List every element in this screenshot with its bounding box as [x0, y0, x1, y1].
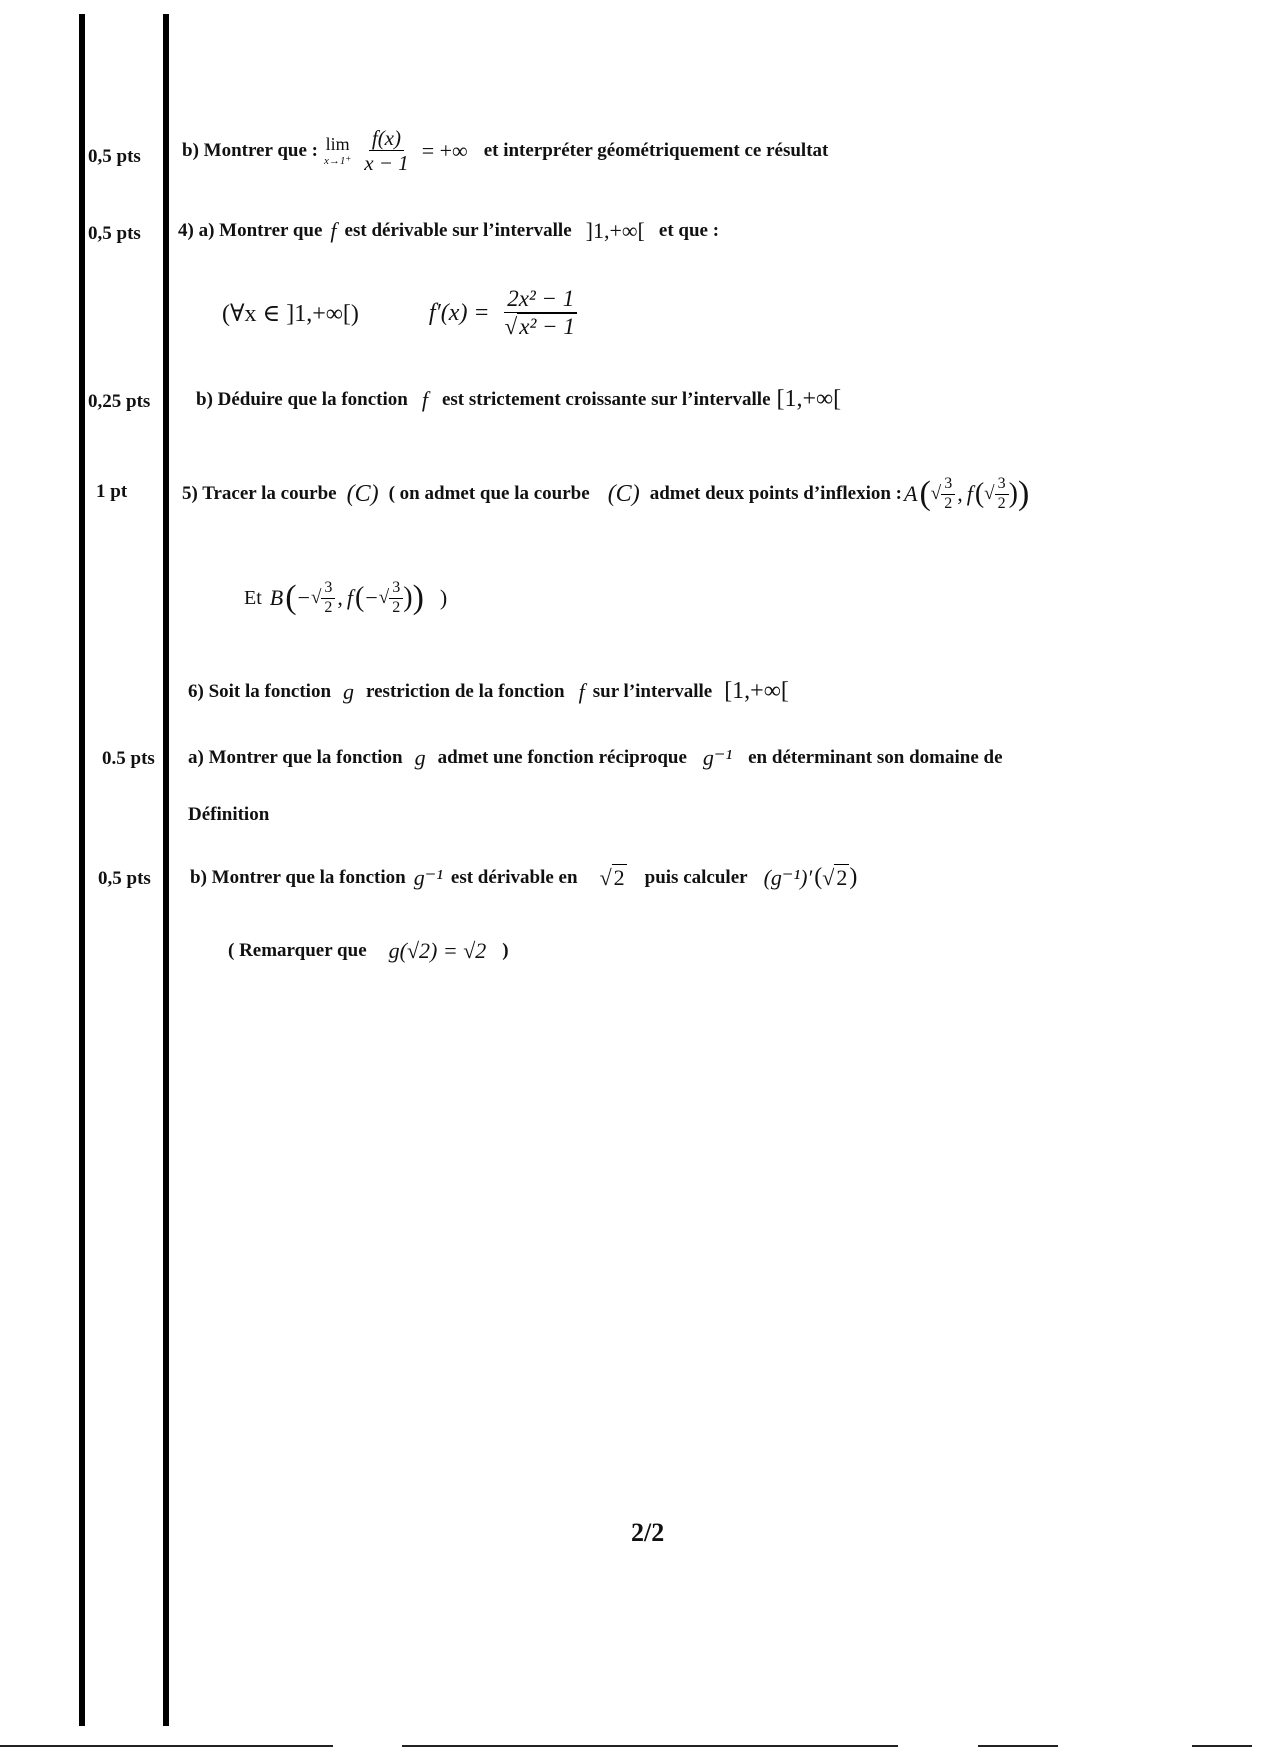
point-a-y-num: 3 — [995, 475, 1009, 494]
q4a-interval: ]1,+∞[ — [585, 218, 645, 243]
limit-label: lim — [325, 133, 350, 154]
q6a-text-c: en déterminant son domaine de — [748, 747, 1003, 768]
q6b-sqrt-arg: 2 — [613, 865, 625, 890]
bottom-rule-3 — [978, 1745, 1058, 1747]
point-b-y-den: 2 — [392, 598, 401, 616]
point-b-x-num: 3 — [321, 579, 335, 598]
q6-f: f — [578, 678, 585, 704]
question-6b: b) Montrer que la fonction g⁻¹ est dérivable en √ 2 puis calculer (g⁻¹)′ ( √ 2 ) — [190, 864, 858, 890]
bottom-rule-4 — [1192, 1745, 1252, 1747]
q4a-text-a: 4) a) Montrer que — [178, 220, 323, 241]
point-b-label: B — [269, 585, 284, 610]
q5-point-b: Et B ( − √ $\frac{3}{2}$ , f ( − √ $\frac{3}{2}$ ) ) ) — [244, 579, 448, 616]
margin-rule-right — [163, 14, 169, 1726]
paren-open: ( — [919, 475, 931, 512]
sqrt-icon: √ $\frac{3}{2}$ — [984, 475, 1008, 513]
margin-rule-left — [79, 14, 85, 1726]
q4a-deriv-den-wrap — [502, 313, 580, 340]
q5-text-b: ( on admet que la courbe — [388, 483, 590, 504]
point-b-y-num: 3 — [389, 579, 403, 598]
q6-text-a: 6) Soit la fonction — [188, 680, 332, 702]
point-a-label: A — [904, 481, 918, 506]
q6a-g: g — [414, 745, 426, 770]
q3b-fraction — [361, 126, 412, 175]
points-q4b: 0,25 pts — [88, 391, 151, 412]
q6a-text-a: a) Montrer que la fonction — [188, 747, 403, 768]
points-q3b: 0,5 pts — [88, 146, 141, 167]
sqrt-icon: √ $\frac{3}{2}$ — [931, 475, 955, 513]
q3b-equals: = +∞ — [421, 137, 468, 163]
q4a-text-c: et que : — [658, 220, 720, 241]
q4a-deriv-lhs: f′(x) = — [428, 299, 490, 326]
q5-close: ) — [439, 585, 448, 610]
q4a-quantifier: (∀x ∈ ]1,+∞[) — [222, 300, 359, 327]
question-4b — [196, 386, 847, 413]
q5-text-a: 5) Tracer la courbe — [182, 483, 337, 504]
q3b-frac-num: f(x) — [369, 126, 404, 151]
q3b-text-a: b) Montrer que : — [182, 139, 318, 161]
point-b-x-minus: − — [297, 585, 310, 610]
q6b-remark — [228, 938, 509, 964]
point-a-x-num: 3 — [941, 475, 955, 494]
point-b-y-minus: − — [365, 585, 378, 610]
q6-text-b: restriction de la fonction — [366, 680, 565, 702]
q6a-text-b: admet une fonction réciproque — [437, 747, 687, 768]
q6a-text-d: Définition — [188, 804, 270, 825]
question-5: 5) Tracer la courbe (C) ( on admet que la courbe (C) admet deux points d’inflexion : A ( √ $\frac{3}{2}$ , f ( √ $\frac{3}{2}$ ) ) — [182, 475, 1030, 512]
q4a-deriv-fraction — [502, 286, 580, 341]
q6b-remark-b: ) — [502, 940, 509, 961]
q3b-text-b: et interpréter géométriquement ce résultat — [483, 139, 829, 161]
points-q5: 1 pt — [96, 481, 128, 502]
q6b-remark-a: ( Remarquer que — [228, 940, 367, 961]
q4a-f: f — [330, 218, 337, 243]
bottom-rule-2 — [402, 1745, 898, 1747]
q6b-text-b: est dérivable en — [450, 866, 578, 888]
q6-text-c: sur l’intervalle — [592, 680, 713, 702]
sqrt-icon: √ $\frac{3}{2}$ — [311, 579, 335, 617]
q4b-f: f — [421, 386, 428, 412]
question-6 — [188, 678, 795, 705]
q4a-deriv-den: x² − 1 — [519, 314, 575, 340]
sqrt-icon: √ x² − 1 — [504, 313, 575, 340]
q6-interval: [1,+∞[ — [724, 678, 789, 704]
limit — [324, 135, 351, 167]
q6-g: g — [343, 678, 355, 704]
q6a-ginv: g⁻¹ — [702, 745, 733, 770]
bottom-rule-1 — [0, 1745, 333, 1747]
q5-text-c: admet deux points d’inflexion : — [649, 483, 902, 504]
limit-sub: x→1⁺ — [323, 154, 352, 167]
question-6a-cont — [188, 804, 269, 826]
point-a-y-den: 2 — [997, 494, 1006, 512]
point-b-x-den: 2 — [324, 598, 333, 616]
point-b-f: f — [346, 585, 354, 610]
question-4a — [178, 218, 719, 244]
q6b-ginv: g⁻¹ — [413, 864, 443, 890]
points-q4a: 0,5 pts — [88, 223, 141, 244]
q6b-calc: (g⁻¹)′ — [763, 864, 813, 890]
sqrt-icon: √ 2 — [599, 864, 625, 890]
q6b-calc-arg: 2 — [836, 865, 848, 890]
q6b-text-a: b) Montrer que la fonction — [190, 866, 406, 888]
points-q6b: 0,5 pts — [98, 868, 151, 889]
q4a-deriv-num: 2x² − 1 — [504, 286, 577, 313]
point-a-x-den: 2 — [944, 494, 953, 512]
points-q6a: 0.5 pts — [102, 748, 155, 769]
q5-et: Et — [244, 586, 262, 609]
question-6a — [188, 745, 1003, 771]
q6b-remark-eq: g(√2) = √2 — [388, 938, 487, 963]
q4a-formula — [216, 286, 584, 341]
q4b-interval: [1,+∞[ — [776, 386, 842, 412]
sqrt-icon: √ 2 — [822, 864, 848, 890]
q4b-text-a: b) Déduire que la fonction — [196, 388, 408, 410]
q6b-text-c: puis calculer — [644, 866, 748, 888]
q5-curve: (C) — [346, 480, 379, 507]
q4a-text-b: est dérivable sur l’intervalle — [344, 220, 572, 241]
question-3b — [182, 126, 828, 175]
sqrt-icon: √ $\frac{3}{2}$ — [379, 579, 403, 617]
page-number: 2/2 — [631, 1518, 665, 1547]
paren-close: ) — [1017, 475, 1030, 512]
point-a-f: f — [966, 481, 973, 506]
q4b-text-b: est strictement croissante sur l’intervalle — [441, 388, 771, 410]
q5-curve-2: (C) — [607, 480, 640, 507]
q3b-frac-den: x − 1 — [364, 151, 409, 176]
